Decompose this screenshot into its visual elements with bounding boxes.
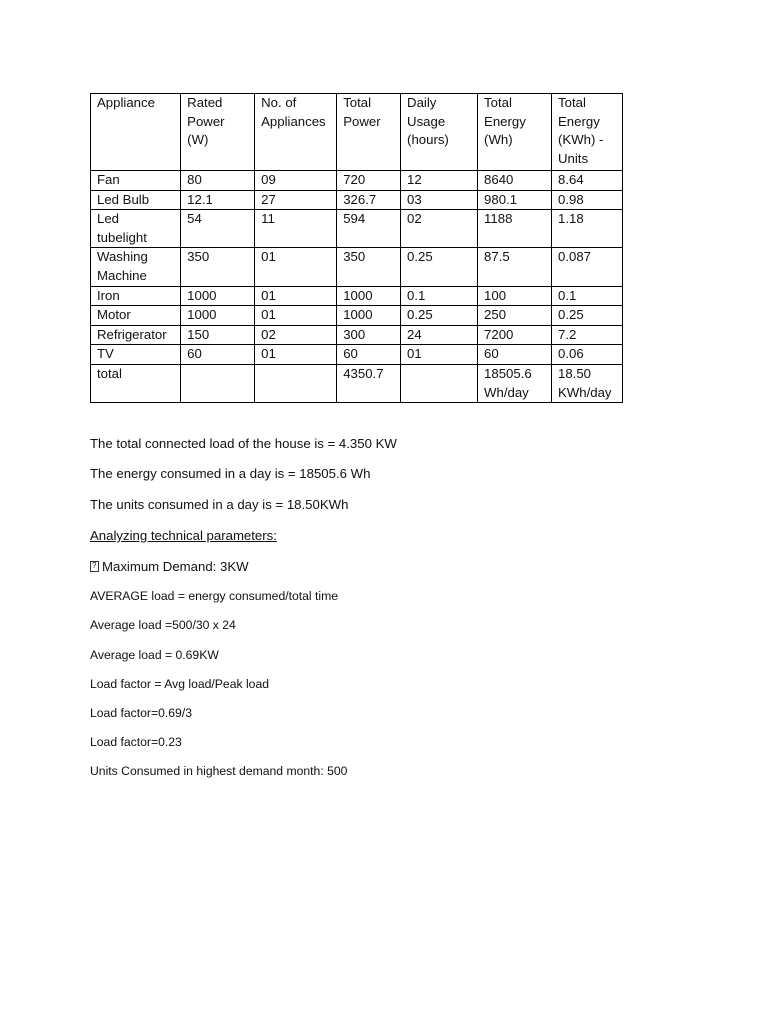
table-cell: Led tubelight (91, 210, 181, 248)
header-total-power: Total Power (337, 94, 401, 171)
table-cell: 594 (337, 210, 401, 248)
table-cell: 27 (255, 190, 337, 210)
header-no-of-appliances: No. of Appliances (255, 94, 337, 171)
table-row (91, 306, 623, 326)
table-cell: 1.18 (552, 210, 623, 248)
table-row (91, 171, 623, 191)
table-cell: Washing Machine (91, 248, 181, 286)
analyzing-heading: Analyzing technical parameters: (90, 528, 277, 543)
table-cell: 60 (478, 345, 552, 365)
table-row (91, 325, 623, 345)
table-cell: 0.1 (401, 286, 478, 306)
table-cell: 720 (337, 171, 401, 191)
table-cell: 01 (255, 345, 337, 365)
table-cell: 12.1 (181, 190, 255, 210)
units-day-text: The units consumed in a day is = 18.50KWh (90, 497, 349, 512)
table-cell (181, 364, 255, 402)
table-cell: total (91, 364, 181, 402)
table-cell: 1000 (181, 306, 255, 326)
table-row (91, 286, 623, 306)
header-appliance: Appliance (91, 94, 181, 171)
table-cell: 300 (337, 325, 401, 345)
units-highest-month-text: Units Consumed in highest demand month: 500 (90, 764, 348, 778)
table-cell: 0.087 (552, 248, 623, 286)
table-cell: 7.2 (552, 325, 623, 345)
header-daily-usage: Daily Usage (hours) (401, 94, 478, 171)
energy-day-text: The energy consumed in a day is = 18505.6 Wh (90, 466, 371, 481)
table-cell: 100 (478, 286, 552, 306)
table-cell: 18505.6 Wh/day (478, 364, 552, 402)
table-cell: Fan (91, 171, 181, 191)
max-demand-text: Maximum Demand: 3KW (102, 559, 249, 574)
table-cell: 01 (255, 248, 337, 286)
table-cell: 350 (337, 248, 401, 286)
missing-glyph-bullet-icon (90, 561, 99, 572)
table-cell: 01 (255, 306, 337, 326)
table-cell: 980.1 (478, 190, 552, 210)
table-cell: 80 (181, 171, 255, 191)
table-cell: 0.25 (401, 306, 478, 326)
table-cell: 60 (337, 345, 401, 365)
connected-load-text: The total connected load of the house is = 4.350 KW (90, 436, 397, 451)
table-cell: Motor (91, 306, 181, 326)
table-cell: 326.7 (337, 190, 401, 210)
table-row (91, 190, 623, 210)
header-total-energy-kwh: Total Energy (KWh) - Units (552, 94, 623, 171)
table-cell: 09 (255, 171, 337, 191)
table-cell (401, 364, 478, 402)
table-cell: 250 (478, 306, 552, 326)
table-cell: 02 (255, 325, 337, 345)
table-cell: Iron (91, 286, 181, 306)
table-cell: 0.25 (401, 248, 478, 286)
header-total-energy-wh: Total Energy (Wh) (478, 94, 552, 171)
table-header-row (91, 94, 623, 171)
table-row (91, 345, 623, 365)
table-cell: 8640 (478, 171, 552, 191)
table-cell: 0.25 (552, 306, 623, 326)
table-cell: 60 (181, 345, 255, 365)
table-cell: 12 (401, 171, 478, 191)
avg-load-definition: AVERAGE load = energy consumed/total time (90, 589, 339, 603)
table-cell: 18.50 KWh/day (552, 364, 623, 402)
table-cell: 7200 (478, 325, 552, 345)
table-cell: 02 (401, 210, 478, 248)
avg-load-value: Average load = 0.69KW (90, 648, 219, 662)
appliance-energy-table (90, 93, 623, 403)
table-cell (255, 364, 337, 402)
avg-load-calculation: Average load =500/30 x 24 (90, 618, 236, 632)
table-cell: 8.64 (552, 171, 623, 191)
table-row (91, 210, 623, 248)
table-cell: 0.06 (552, 345, 623, 365)
table-cell: Refrigerator (91, 325, 181, 345)
table-cell: 1188 (478, 210, 552, 248)
table-cell: 03 (401, 190, 478, 210)
table-cell: 24 (401, 325, 478, 345)
table-cell: 87.5 (478, 248, 552, 286)
table-cell: TV (91, 345, 181, 365)
table-cell: 0.98 (552, 190, 623, 210)
max-demand-line (90, 559, 249, 574)
table-row (91, 248, 623, 286)
table-cell: 54 (181, 210, 255, 248)
table-cell: 11 (255, 210, 337, 248)
table-cell: 1000 (337, 306, 401, 326)
table-cell: 01 (255, 286, 337, 306)
table-cell: Led Bulb (91, 190, 181, 210)
load-factor-calculation: Load factor=0.69/3 (90, 706, 192, 720)
table-cell: 0.1 (552, 286, 623, 306)
table-cell: 4350.7 (337, 364, 401, 402)
load-factor-value: Load factor=0.23 (90, 735, 182, 749)
load-factor-definition: Load factor = Avg load/Peak load (90, 677, 269, 691)
table-cell: 1000 (337, 286, 401, 306)
table-total-row (91, 364, 623, 402)
table-cell: 01 (401, 345, 478, 365)
table-cell: 350 (181, 248, 255, 286)
header-rated-power: Rated Power (W) (181, 94, 255, 171)
table-cell: 150 (181, 325, 255, 345)
table-cell: 1000 (181, 286, 255, 306)
